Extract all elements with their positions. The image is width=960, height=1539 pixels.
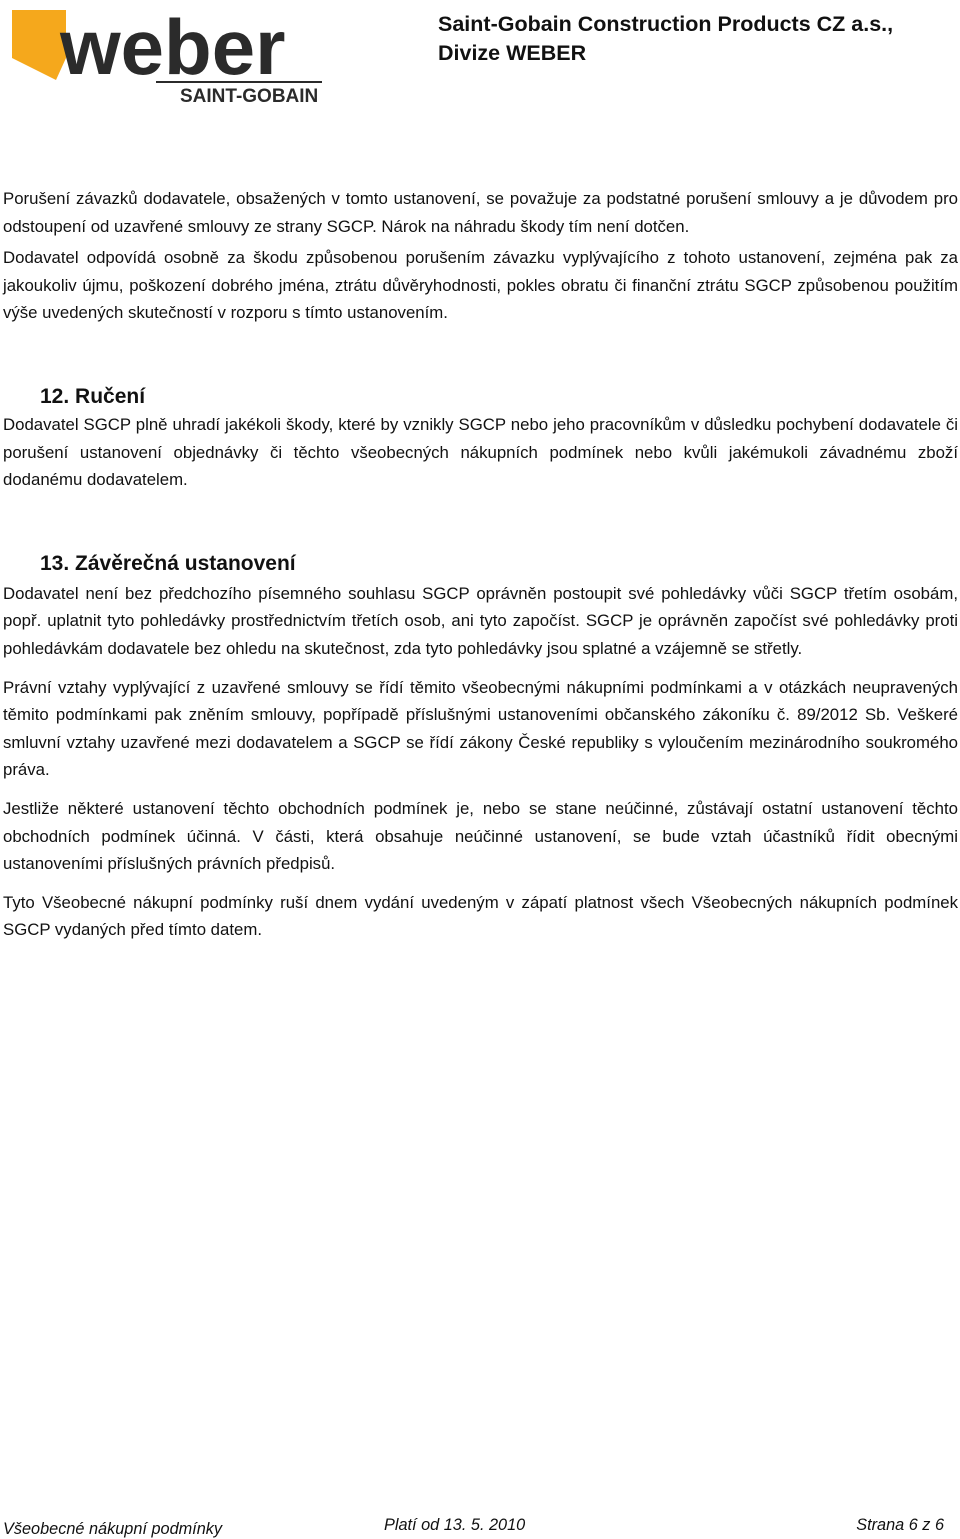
section-13-paragraph-2: Právní vztahy vyplývající z uzavřené smlouvy se řídí těmito všeobecnými nákupními podmínkami a v otázkách neupravených těmito podmínkami pak zněním smlouvy, popřípadě příslušnými ustanoveními občanského zákoníku č. 89/2012 Sb. Veškeré smluvní vztahy uzavřené mezi dodavatelem a SGCP se řídí zákony České republiky s vyloučením mezinárodního soukromého práva. (3, 677, 958, 780)
section-12-heading: 12. Ručení (40, 384, 146, 408)
weber-saint-gobain-logo (6, 6, 324, 108)
company-name (438, 10, 893, 68)
section-13-paragraph-1: Dodavatel není bez předchozího písemného souhlasu SGCP oprávněn postoupit své pohledávky vůči SGCP třetím osobám, popř. uplatnit tyto pohledávky prostřednictvím třetích osob, ani tyto započíst. SGCP je oprávněn započíst své pohledávky proti pohledávkám dodavatele bez ohledu na skutečnost, zda tyto pohledávky jsou splatné a vzájemně se střetly. (3, 583, 958, 658)
logo-mark-icon (12, 10, 66, 80)
logo-graphic (6, 6, 324, 108)
document-body (3, 185, 958, 944)
logo-wordmark: weber (60, 6, 286, 91)
paragraph-breach: Porušení závazků dodavatele, obsažených v tomto ustanovení, se považuje za podstatné porušení smlouvy a je důvodem pro odstoupení od uzavřené smlouvy ze strany SGCP. Nárok na náhradu škody tím není dotčen. (3, 189, 958, 236)
paragraph-liability: Dodavatel odpovídá osobně za škodu způsobenou porušením závazku vyplývajícího z tohoto ustanovení, zejména pak za jakoukoliv újmu, poškození dobrého jména, ztrátu důvěryhodnosti, pokles obratu či finanční ztrátu SGCP způsobenou použitím výše uvedených skutečností v rozporu s tímto ustanovením. (3, 248, 958, 323)
section-13-paragraph-3: Jestliže některé ustanovení těchto obchodních podmínek je, nebo se stane neúčinné, zůstávají ostatní ustanovení těchto obchodních podmínek účinná. V části, která obsahuje neúčinné ustanovení, se bude vztah účastníků řídit obecnými ustanoveními příslušných právních předpisů. (3, 798, 958, 874)
company-line-1: Saint-Gobain Construction Products CZ a.s., (438, 12, 894, 36)
section-12-paragraph: Dodavatel SGCP plně uhradí jakékoli škody, které by vznikly SGCP nebo jeho pracovníkům v důsledku pochybení dodavatele či porušení ustanovení objednávky či těchto všeobecných nákupních podmínek nebo kvůli jakémukoli závadnému zboží dodanému dodavatelem. (3, 414, 958, 490)
footer-valid-from: Platí od 13. 5. 2010 (384, 1516, 526, 1534)
section-13-paragraph-4: Tyto Všeobecné nákupní podmínky ruší dnem vydání uvedeným v zápatí platnost všech Všeobecných nákupních podmínek SGCP vydaných před tímto datem. (3, 892, 958, 940)
logo-subtext: SAINT-GOBAIN (180, 86, 319, 107)
section-13-heading: 13. Závěrečná ustanovení (40, 551, 296, 575)
company-line-2: Divize WEBER (438, 41, 587, 65)
footer-page-number: Strana 6 z 6 (856, 1516, 944, 1534)
footer-document-title: Všeobecné nákupní podmínky (3, 1520, 223, 1538)
